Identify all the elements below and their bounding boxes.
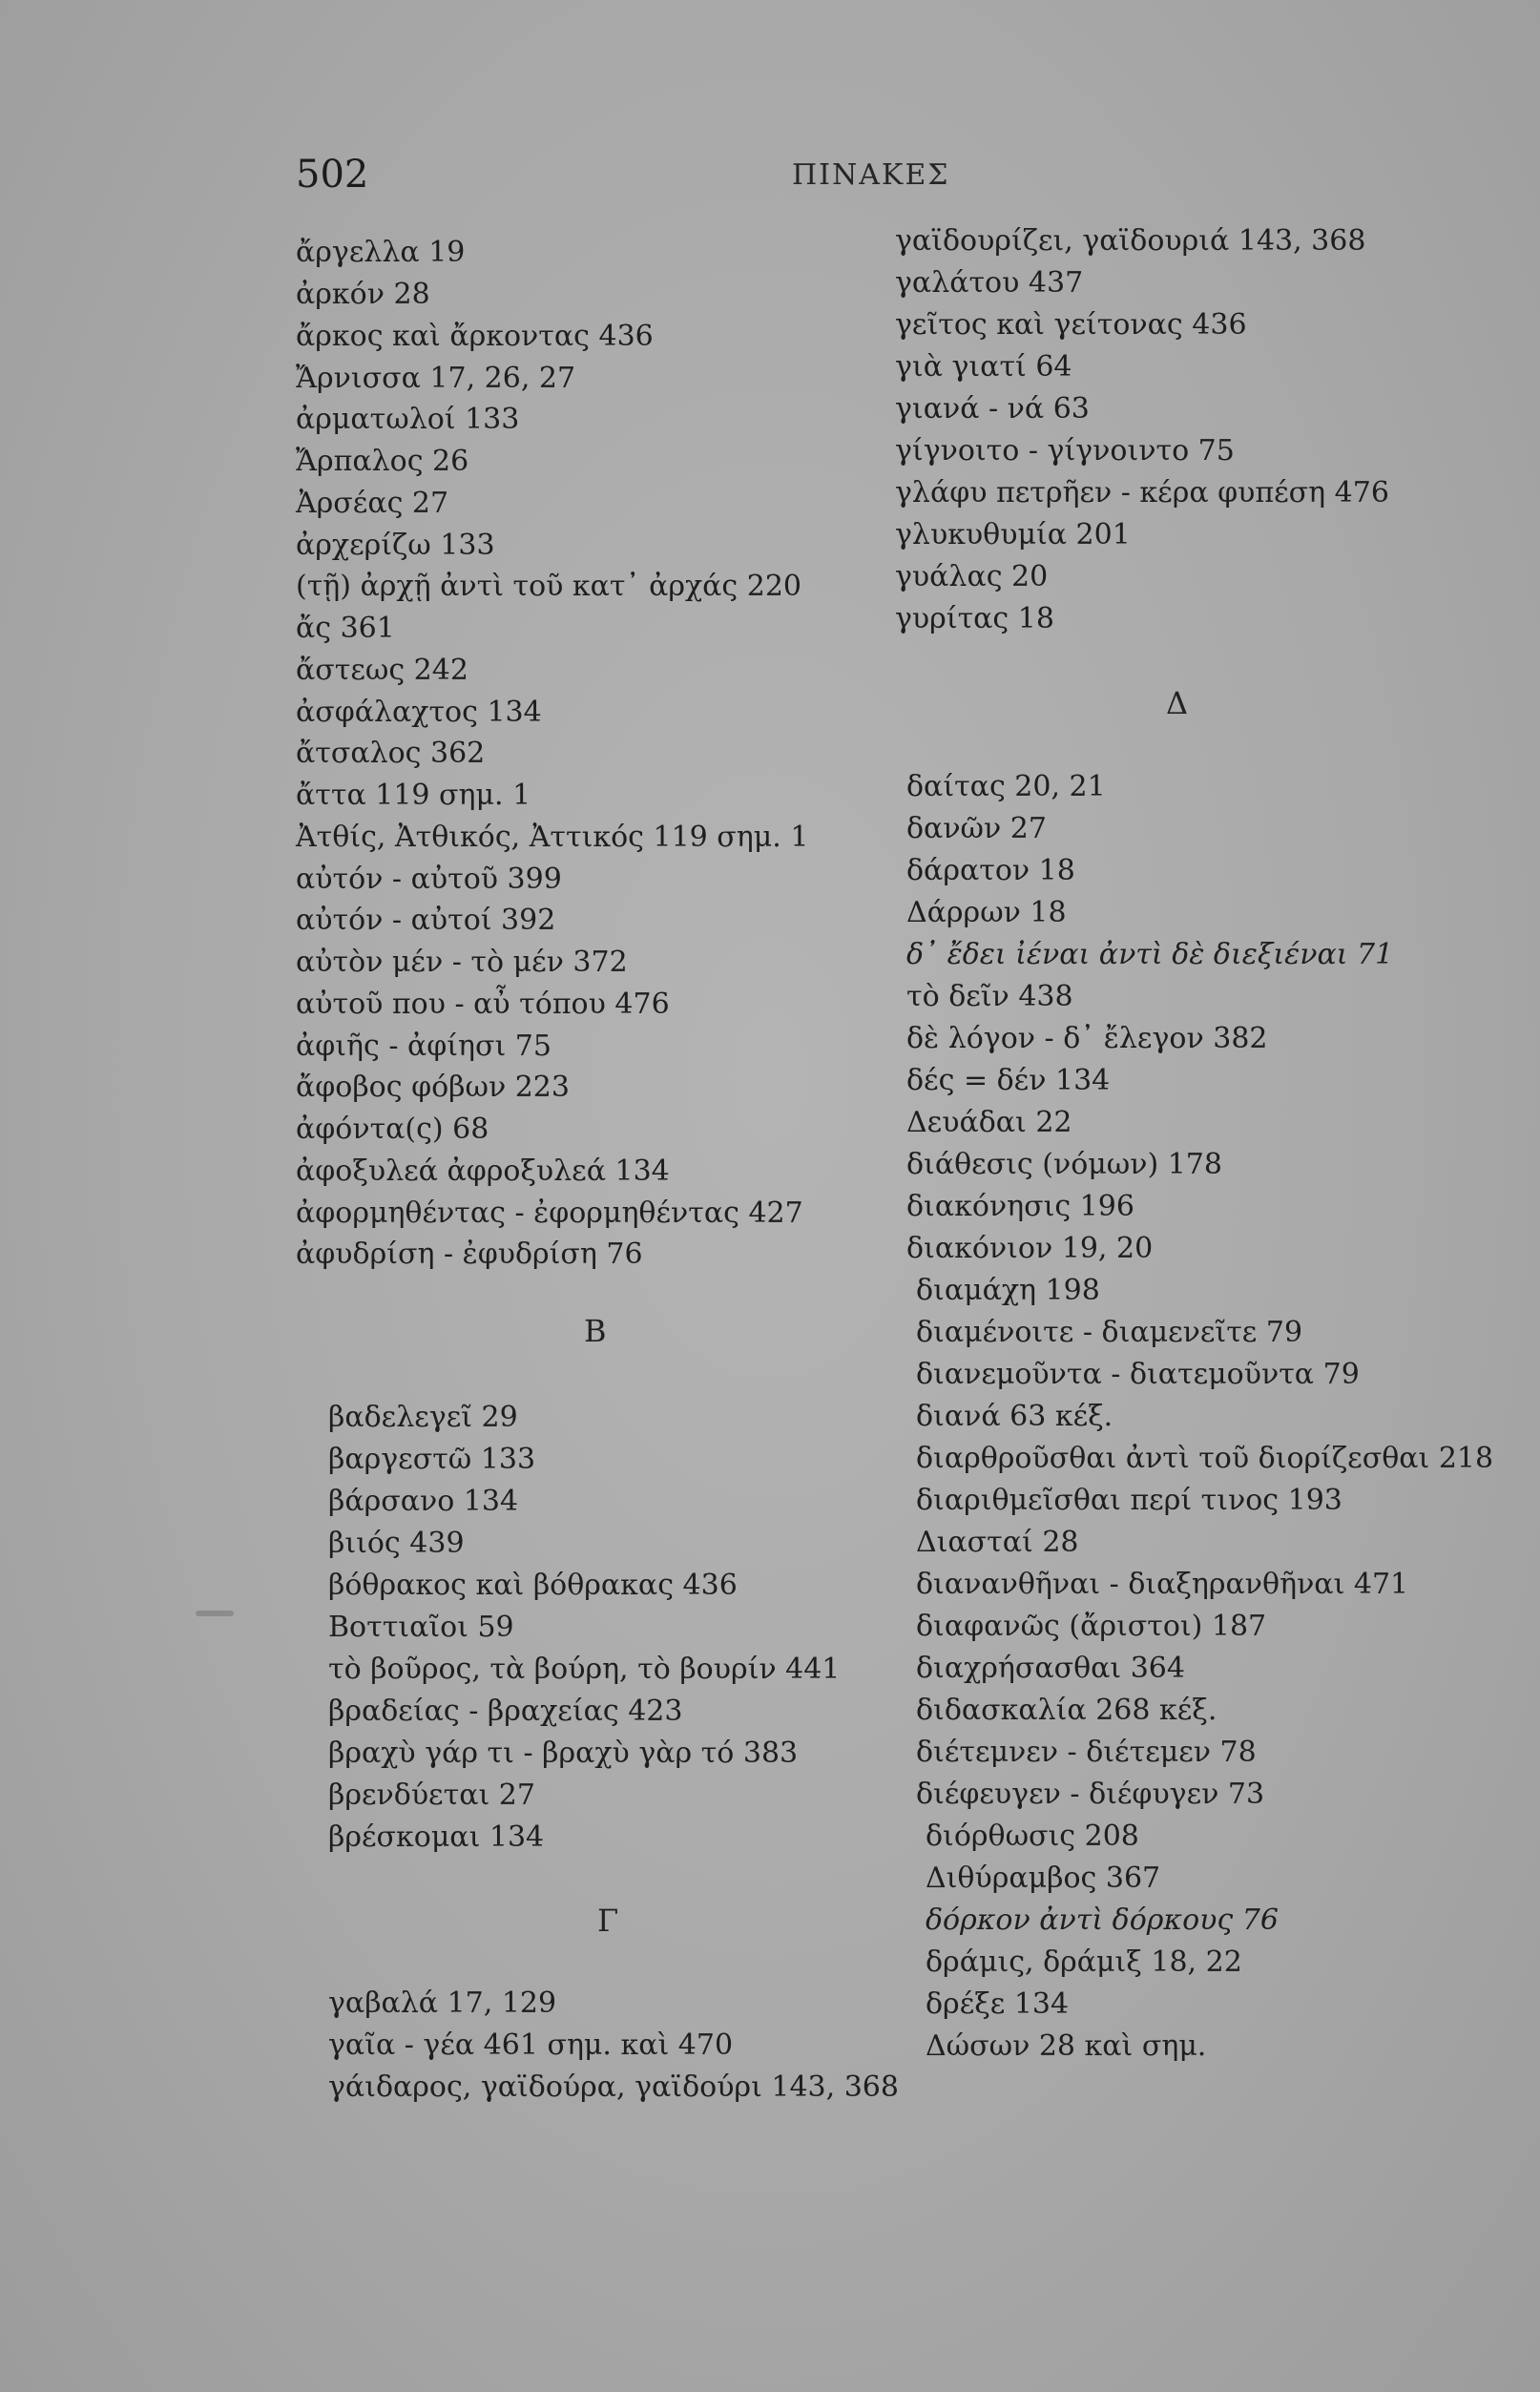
index-entry: δ᾿ ἔδει ἰέναι ἀντὶ δὲ διεξιέναι 71 (906, 938, 1394, 971)
index-entry: διάθεσις (νόμων) 178 (906, 1148, 1222, 1181)
section-letter-gamma: Γ (597, 1903, 619, 1939)
index-entry: δαίτας 20, 21 (906, 770, 1106, 803)
index-entry: δὲ λόγον - δ᾿ ἔλεγον 382 (906, 1022, 1268, 1055)
index-entry: γυρίτας 18 (895, 602, 1054, 635)
index-entry: γλάφυ πετρῆεν - κέρα φυπέση 476 (895, 476, 1389, 510)
index-entry: δανῶν 27 (906, 812, 1047, 845)
index-entry: ἄργελλα 19 (296, 236, 466, 269)
index-entry: βόθρακος καὶ βόθρακας 436 (328, 1569, 738, 1602)
index-entry: αὐτὸν μέν - τὸ μέν 372 (296, 946, 628, 979)
index-entry: διανανθῆναι - διαξηρανθῆναι 471 (916, 1568, 1409, 1601)
index-entry: βρέσκομαι 134 (328, 1820, 545, 1854)
index-entry: ἄστεως 242 (296, 654, 468, 687)
index-entry: βαδελεγεῖ 29 (328, 1401, 518, 1434)
index-entry: ἀφοξυλεά ἀφροξυλεά 134 (296, 1154, 670, 1188)
index-entry: διαφανῶς (ἄριστοι) 187 (916, 1610, 1267, 1643)
index-entry: τὸ δεῖν 438 (906, 980, 1073, 1013)
index-entry: δές = δέν 134 (906, 1064, 1111, 1097)
index-entry: ἄς 361 (296, 612, 395, 645)
index-entry: δόρκον ἀντὶ δόρκους 76 (926, 1903, 1279, 1937)
index-entry: γαῖα - γέα 461 σημ. καὶ 470 (328, 2028, 734, 2062)
index-entry: αὐτοῦ που - αὖ τόπου 476 (296, 988, 670, 1021)
index-entry: Δάρρων 18 (906, 896, 1067, 929)
index-entry: διανεμοῦντα - διατεμοῦντα 79 (916, 1358, 1360, 1391)
index-entry: διδασκαλία 268 κέξ. (916, 1694, 1217, 1727)
index-entry: γεῖτος καὶ γείτονας 436 (895, 308, 1247, 342)
index-entry: δρέξε 134 (926, 1987, 1070, 2021)
index-entry: γαλάτου 437 (895, 266, 1084, 300)
index-entry: γυάλας 20 (895, 560, 1049, 593)
section-letter-beta: Β (584, 1313, 607, 1349)
index-entry: γιὰ γιατί 64 (895, 350, 1072, 384)
index-entry: δράμις, δράμιξ 18, 22 (926, 1945, 1242, 1979)
index-entry: διανά 63 κέξ. (916, 1400, 1113, 1433)
index-entry: γαϊδουρίζει, γαϊδουριά 143, 368 (895, 224, 1366, 258)
index-entry: βιιός 439 (328, 1527, 465, 1560)
index-entry: γλυκυθυμία 201 (895, 518, 1131, 551)
index-entry: γάιδαρος, γαϊδούρα, γαϊδούρι 143, 368 (328, 2070, 899, 2104)
page-number: 502 (296, 153, 369, 197)
index-entry: Ἀρσέας 27 (296, 487, 449, 520)
index-entry: ἀφυδρίση - ἐφυδρίση 76 (296, 1238, 643, 1271)
index-entry: διόρθωσις 208 (926, 1820, 1139, 1853)
index-entry: ἀρχερίζω 133 (296, 529, 495, 562)
index-entry: διαρθροῦσθαι ἀντὶ τοῦ διορίζεσθαι 218 (916, 1442, 1494, 1475)
index-entry: γιανά - νά 63 (895, 392, 1090, 426)
index-entry: Ἀτθίς, Ἀτθικός, Ἀττικός 119 σημ. 1 (296, 821, 809, 854)
index-entry: ἄτσαλος 362 (296, 737, 486, 770)
index-entry: βραδείας - βραχείας 423 (328, 1695, 683, 1728)
index-entry: Βοττιαῖοι 59 (328, 1611, 514, 1644)
index-entry: ἀρματωλοί 133 (296, 403, 520, 436)
index-entry: αὐτόν - αὐτοῦ 399 (296, 863, 562, 896)
index-entry: διαμάχη 198 (916, 1274, 1100, 1307)
index-entry: βραχὺ γάρ τι - βραχὺ γὰρ τό 383 (328, 1737, 799, 1770)
index-entry: διαμένοιτε - διαμενεῖτε 79 (916, 1316, 1303, 1349)
index-entry: ἄφοβος φόβων 223 (296, 1071, 570, 1104)
index-entry: Δευάδαι 22 (906, 1106, 1072, 1139)
index-entry: Ἄρνισσα 17, 26, 27 (296, 362, 576, 395)
section-letter-delta: Δ (1166, 685, 1189, 721)
index-entry: διακόνιον 19, 20 (906, 1232, 1154, 1265)
index-entry: αὐτόν - αὐτοί 392 (296, 904, 556, 937)
index-entry: Διασταί 28 (916, 1526, 1079, 1559)
running-title: ΠΙΝΑΚΕΣ (792, 158, 950, 192)
index-entry: διέτεμνεν - διέτεμεν 78 (916, 1736, 1257, 1769)
index-entry: βαργεστῶ 133 (328, 1443, 536, 1476)
index-entry: διέφευγεν - διέφυγεν 73 (916, 1778, 1265, 1811)
page-blemish (196, 1611, 234, 1616)
index-entry: ἄρκος καὶ ἄρκοντας 436 (296, 320, 654, 353)
index-entry: ἀφιῆς - ἀφίησι 75 (296, 1030, 551, 1063)
index-entry: διακόνησις 196 (906, 1190, 1134, 1223)
index-entry: ἀρκόν 28 (296, 278, 430, 311)
index-entry: (τῇ) ἀρχῇ ἀντὶ τοῦ κατ᾿ ἀρχάς 220 (296, 570, 801, 603)
index-entry: ἄττα 119 σημ. 1 (296, 779, 531, 812)
index-entry: δάρατον 18 (906, 854, 1075, 887)
index-entry: Δώσων 28 καὶ σημ. (926, 2029, 1207, 2063)
index-entry: ἀφόντα(ς) 68 (296, 1113, 489, 1146)
index-entry: ἀφορμηθέντας - ἐφορμηθέντας 427 (296, 1196, 803, 1230)
index-entry: τὸ βοῦρος, τὰ βούρη, τὸ βουρίν 441 (328, 1653, 841, 1686)
index-entry: βάρσανο 134 (328, 1485, 519, 1518)
index-entry: διαριθμεῖσθαι περί τινος 193 (916, 1484, 1342, 1517)
index-entry: γαβαλά 17, 129 (328, 1986, 557, 2020)
index-entry: διαχρήσασθαι 364 (916, 1652, 1185, 1685)
index-entry: Ἄρπαλος 26 (296, 445, 469, 478)
index-entry: βρενδύεται 27 (328, 1778, 535, 1812)
index-entry: Διθύραμβος 367 (926, 1862, 1161, 1895)
index-entry: γίγνοιτο - γίγνοιντο 75 (895, 434, 1235, 468)
index-entry: ἀσφάλαχτος 134 (296, 696, 542, 729)
